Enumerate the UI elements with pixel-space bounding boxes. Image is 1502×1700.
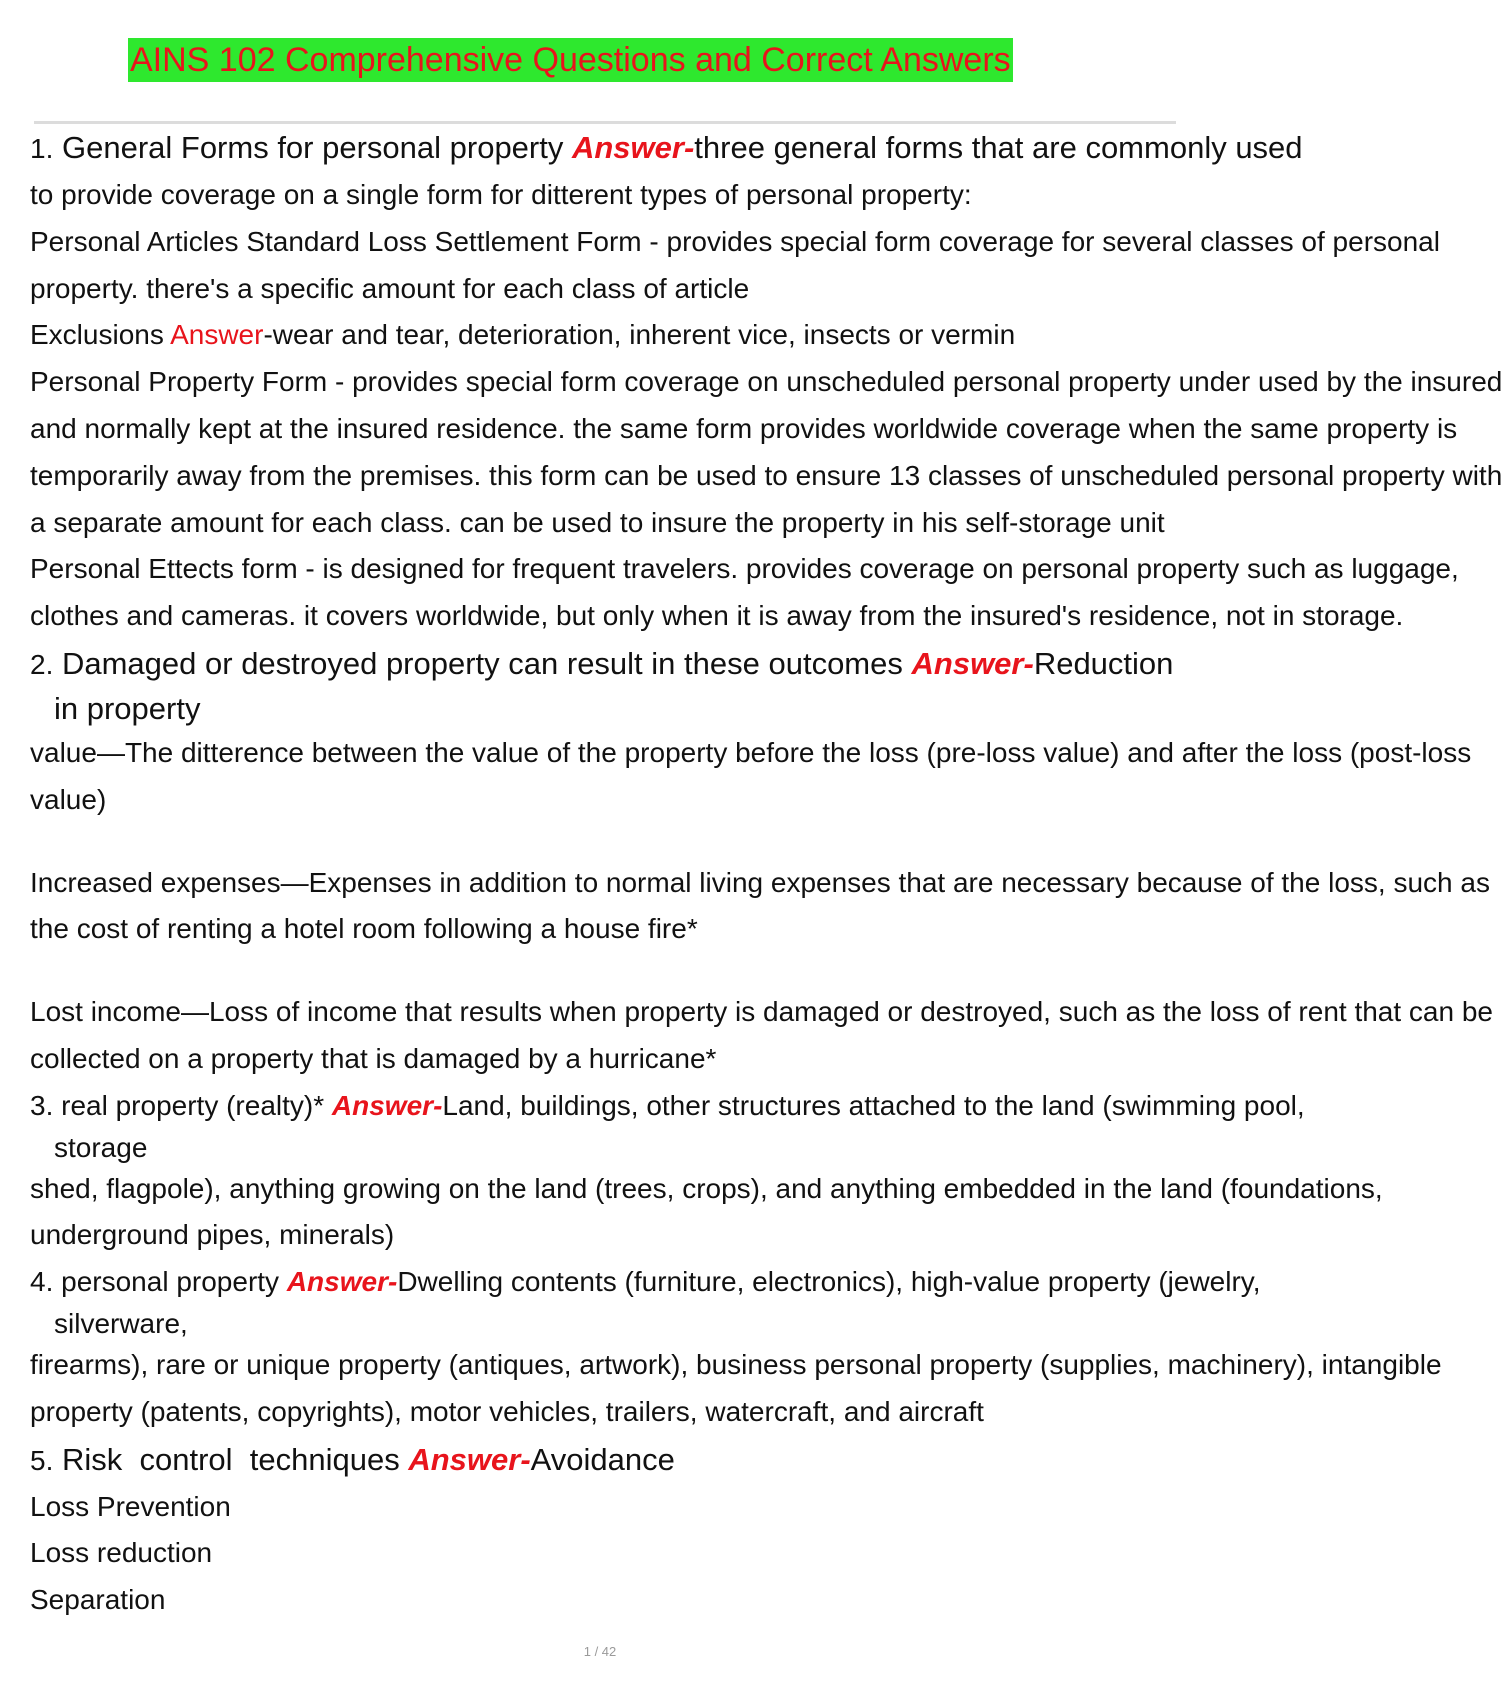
exclusions-line xyxy=(30,312,1180,359)
answer-separator: - xyxy=(683,130,695,165)
question-number: 3. xyxy=(30,1089,54,1121)
qa-item-5 xyxy=(30,1436,1180,1624)
answer-continuation: storage xyxy=(54,1131,148,1163)
answer-line: the cost of renting a hotel room following a house fire* xyxy=(30,913,698,945)
answer-line: temporarily away from the premises. this form can be used to ensure 13 classes of unscheduled personal property with xyxy=(30,459,1502,491)
answer-line: Increased expenses—Expenses in addition to normal living expenses that are necessary because of the loss, such as xyxy=(30,866,1490,898)
answer-line: value—The ditterence between the value of the property before the loss (pre-loss value) and after the loss (post-loss xyxy=(30,736,1472,768)
answer-start: Reduction xyxy=(1033,645,1174,681)
answer-continuation: in property xyxy=(54,690,201,726)
answer-line: Loss reduction xyxy=(30,1537,213,1569)
answer-label: Answer xyxy=(170,319,264,351)
answer-line: collected on a property that is damaged by a hurricane* xyxy=(30,1042,717,1074)
question-text: General Forms for personal property xyxy=(61,130,564,165)
question-text: Risk control techniques xyxy=(61,1441,400,1477)
question-text: real property (realty)* xyxy=(61,1089,325,1121)
page-number: 1 / 42 xyxy=(583,1644,617,1659)
question-line xyxy=(30,640,1180,688)
question-text: Damaged or destroyed property can result in these outcomes xyxy=(61,645,903,681)
answer-separator: - xyxy=(1023,645,1034,681)
answer-separator: - xyxy=(433,1089,443,1121)
answer-line: shed, flagpole), anything growing on the land (trees, crops), and anything embedded in the land (foundations, xyxy=(30,1172,1383,1204)
question-line xyxy=(30,124,1303,172)
qa-item-4 xyxy=(30,1259,1442,1435)
question-number: 1. xyxy=(30,133,54,164)
answer-line: Personal Ettects form - is designed for frequent travelers. provides coverage on personal property such as luggage, xyxy=(30,553,1459,585)
answer-label: Answer xyxy=(408,1441,521,1477)
answer-line: Personal Property Form - provides special form coverage on unscheduled personal property under used by the insured xyxy=(30,366,1502,398)
question-number: 4. xyxy=(30,1266,54,1298)
answer-line: Personal Articles Standard Loss Settlement Form - provides special form coverage for several classes of personal xyxy=(30,225,1440,257)
question-line xyxy=(30,1436,1180,1484)
answer-line: Separation xyxy=(30,1584,166,1616)
answer-label: Answer xyxy=(911,645,1024,681)
answer-line: property (patents, copyrights), motor vehicles, trailers, watercraft, and aircraft xyxy=(30,1395,984,1427)
answer-label: Answer xyxy=(286,1266,388,1298)
answer-start: Avoidance xyxy=(530,1441,675,1477)
answer-line: a separate amount for each class. can be used to insure the property in his self-storage unit xyxy=(30,506,1165,538)
answer-separator: - xyxy=(263,319,273,351)
answer-line: and normally kept at the insured residence. the same form provides worldwide coverage when the same property is xyxy=(30,412,1458,444)
answer-line: value) xyxy=(30,783,107,815)
answer-line: underground pipes, minerals) xyxy=(30,1219,395,1251)
document-title: AINS 102 Comprehensive Questions and Correct Answers xyxy=(128,38,1013,82)
blank-line xyxy=(30,953,1180,989)
qa-item-2 xyxy=(30,640,1493,1083)
answer-label: Answer xyxy=(331,1089,434,1121)
answer-start: Dwelling contents (furniture, electronics), high-value property (jewelry, xyxy=(397,1266,1261,1298)
document-body xyxy=(30,124,1502,1624)
blank-line xyxy=(30,824,1180,860)
answer-line: clothes and cameras. it covers worldwide, but only when it is away from the insured's residence, not in storage. xyxy=(30,600,1404,632)
exclusions-text: wear and tear, deterioration, inherent vice, insects or vermin xyxy=(272,319,1016,351)
qa-item-1 xyxy=(30,124,1502,640)
question-line xyxy=(30,1083,1305,1130)
answer-line: Lost income—Loss of income that results when property is damaged or destroyed, such as the loss of rent that can be xyxy=(30,996,1493,1028)
qa-item-3 xyxy=(30,1083,1383,1259)
question-text: personal property xyxy=(61,1266,280,1298)
answer-start: three general forms that are commonly used xyxy=(694,130,1303,165)
answer-line: Loss Prevention xyxy=(30,1490,231,1522)
answer-line: property. there's a specific amount for each class of article xyxy=(30,272,750,304)
answer-line: firearms), rare or unique property (antiques, artwork), business personal property (supplies, machinery), intangible xyxy=(30,1348,1442,1380)
question-number: 2. xyxy=(30,648,54,680)
exclusions-label: Exclusions xyxy=(30,319,164,351)
question-line xyxy=(30,1259,1261,1306)
answer-label: Answer xyxy=(571,130,684,165)
answer-continuation: silverware, xyxy=(54,1307,188,1339)
answer-separator: - xyxy=(520,1441,531,1477)
question-number: 5. xyxy=(30,1444,54,1476)
answer-separator: - xyxy=(387,1266,398,1298)
answer-line: to provide coverage on a single form for ditterent types of personal property: xyxy=(30,179,972,210)
answer-start: Land, buildings, other structures attached to the land (swimming pool, xyxy=(442,1089,1305,1121)
